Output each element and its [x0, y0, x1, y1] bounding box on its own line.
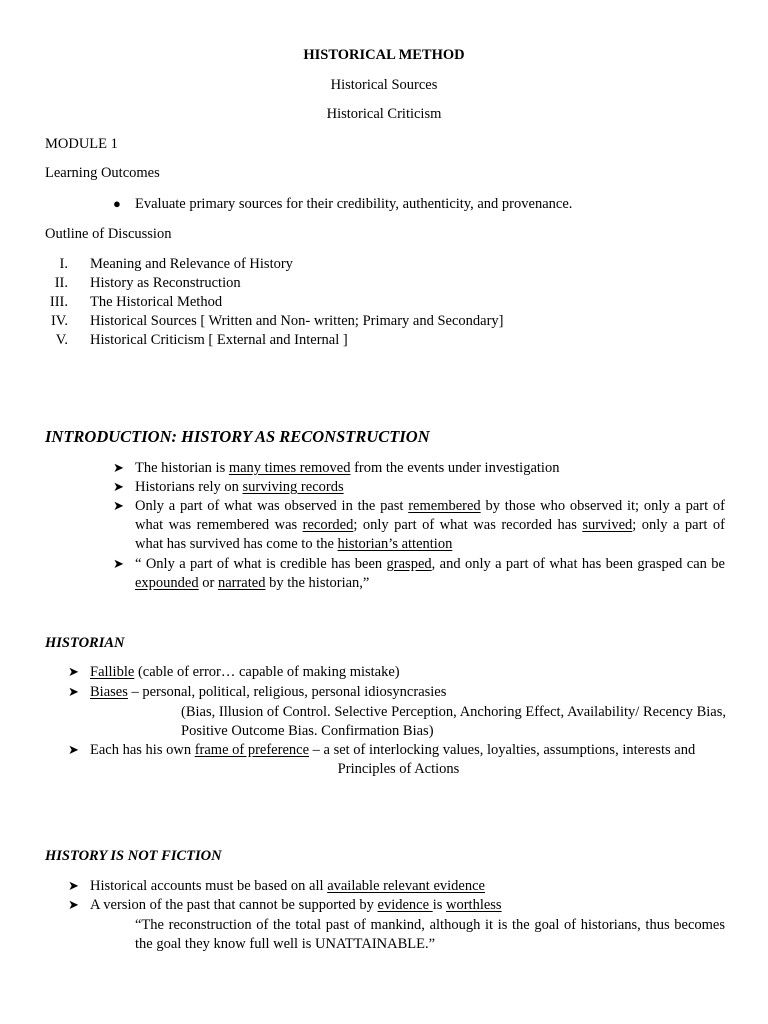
document-subtitle-sources: Historical Sources	[330, 77, 438, 93]
text-span: – a set of interlocking values, loyalties, assumptions, interests and	[309, 742, 696, 758]
text-span: The historian is	[135, 460, 229, 476]
arrow-bullet-icon: ➤	[113, 556, 124, 571]
historian-bullet-1	[90, 663, 400, 681]
text-span: is	[432, 897, 446, 913]
biases-list: (Bias, Illusion of Control. Selective Perception, Anchoring Effect, Availability/ Recency Bias, Positive Outcome Bias. Confirmation Bias)	[181, 704, 726, 740]
underlined-phrase: available relevant evidence	[327, 878, 485, 894]
outline-number: V.	[55, 332, 68, 348]
text-span: ; only a part of what has survived has come to the	[135, 517, 725, 553]
underlined-phrase: many times removed	[228, 460, 351, 476]
text-span: , and only a part of what has been grasped can be	[431, 556, 725, 572]
underlined-phrase: narrated	[217, 575, 266, 592]
document-subtitle-criticism: Historical Criticism	[326, 106, 442, 122]
outline-item: Historical Sources [ Written and Non- written; Primary and Secondary]	[90, 313, 504, 329]
arrow-bullet-icon: ➤	[113, 460, 124, 475]
text-span: – personal, political, religious, personal idiosyncrasies	[127, 684, 447, 700]
outline-number: III.	[49, 294, 68, 310]
historian-bullet-3	[90, 741, 695, 759]
text-span: ; only part of what was recorded has	[353, 517, 583, 534]
fiction-bullet-2	[90, 896, 502, 914]
underlined-phrase: Fallible	[90, 664, 135, 680]
underlined-phrase: historian’s attention	[337, 536, 453, 553]
arrow-bullet-icon: ➤	[113, 498, 124, 513]
text-span: by those who observed it; only a part of what was remembered was	[135, 498, 725, 534]
underlined-phrase: surviving records	[242, 479, 344, 495]
document-title: HISTORICAL METHOD	[303, 47, 465, 63]
arrow-bullet-icon: ➤	[68, 742, 79, 757]
underlined-phrase: expounded	[135, 575, 199, 592]
historian-bullet-2	[90, 683, 446, 701]
arrow-bullet-icon: ➤	[113, 479, 124, 494]
underlined-phrase: frame of preference	[194, 742, 310, 758]
arrow-bullet-icon: ➤	[68, 897, 79, 912]
intro-bullet-1	[135, 459, 559, 477]
underlined-phrase: grasped	[386, 556, 432, 572]
text-span: Only a part of what was observed in the past	[135, 498, 409, 514]
outline-label: Outline of Discussion	[45, 226, 172, 242]
underlined-phrase: evidence	[377, 897, 433, 913]
underlined-phrase: Biases	[90, 684, 128, 700]
fiction-heading: HISTORY IS NOT FICTION	[45, 848, 222, 864]
arrow-bullet-icon: ➤	[68, 684, 79, 699]
outline-number: I.	[59, 256, 68, 272]
text-span: A version of the past that cannot be supported by	[90, 897, 378, 913]
intro-bullet-4	[135, 555, 725, 593]
outline-item: Meaning and Relevance of History	[90, 256, 293, 272]
intro-heading: INTRODUCTION: HISTORY AS RECONSTRUCTION	[45, 427, 430, 446]
outline-number: IV.	[50, 313, 68, 329]
text-span: Historians rely on	[135, 479, 243, 495]
outline-number: II.	[54, 275, 68, 291]
reconstruction-quote: “The reconstruction of the total past of mankind, although it is the goal of historians, thus becomes the goal they know full well is UNATTAINABLE.”	[135, 917, 725, 953]
outline-item: The Historical Method	[90, 294, 223, 310]
text-span: from the events under investigation	[350, 460, 560, 476]
historian-bullet-3-continuation: Principles of Actions	[337, 761, 460, 777]
underlined-phrase: worthless	[445, 897, 502, 913]
outline-item: History as Reconstruction	[90, 275, 241, 291]
module-label: MODULE 1	[45, 136, 118, 152]
text-span: (cable of error… capable of making mistake)	[134, 664, 400, 680]
intro-bullet-2	[135, 478, 344, 496]
text-span: or	[198, 575, 218, 592]
bullet-icon: ●	[113, 196, 121, 211]
underlined-phrase: survived	[582, 517, 633, 534]
arrow-bullet-icon: ➤	[68, 878, 79, 893]
underlined-phrase: remembered	[408, 498, 481, 514]
arrow-bullet-icon: ➤	[68, 664, 79, 679]
text-span: Each has his own	[90, 742, 195, 758]
learning-outcomes-label: Learning Outcomes	[45, 165, 160, 181]
text-span: “ Only a part of what is credible has been	[135, 556, 387, 572]
historian-heading: HISTORIAN	[45, 635, 125, 651]
text-span: Historical accounts must be based on all	[90, 878, 328, 894]
fiction-bullet-1	[90, 877, 485, 895]
learning-outcome-item: Evaluate primary sources for their credibility, authenticity, and provenance.	[135, 196, 573, 212]
intro-bullet-3	[135, 497, 725, 555]
outline-item: Historical Criticism [ External and Internal ]	[90, 332, 348, 348]
text-span: by the historian,”	[265, 575, 370, 592]
underlined-phrase: recorded	[302, 517, 354, 534]
